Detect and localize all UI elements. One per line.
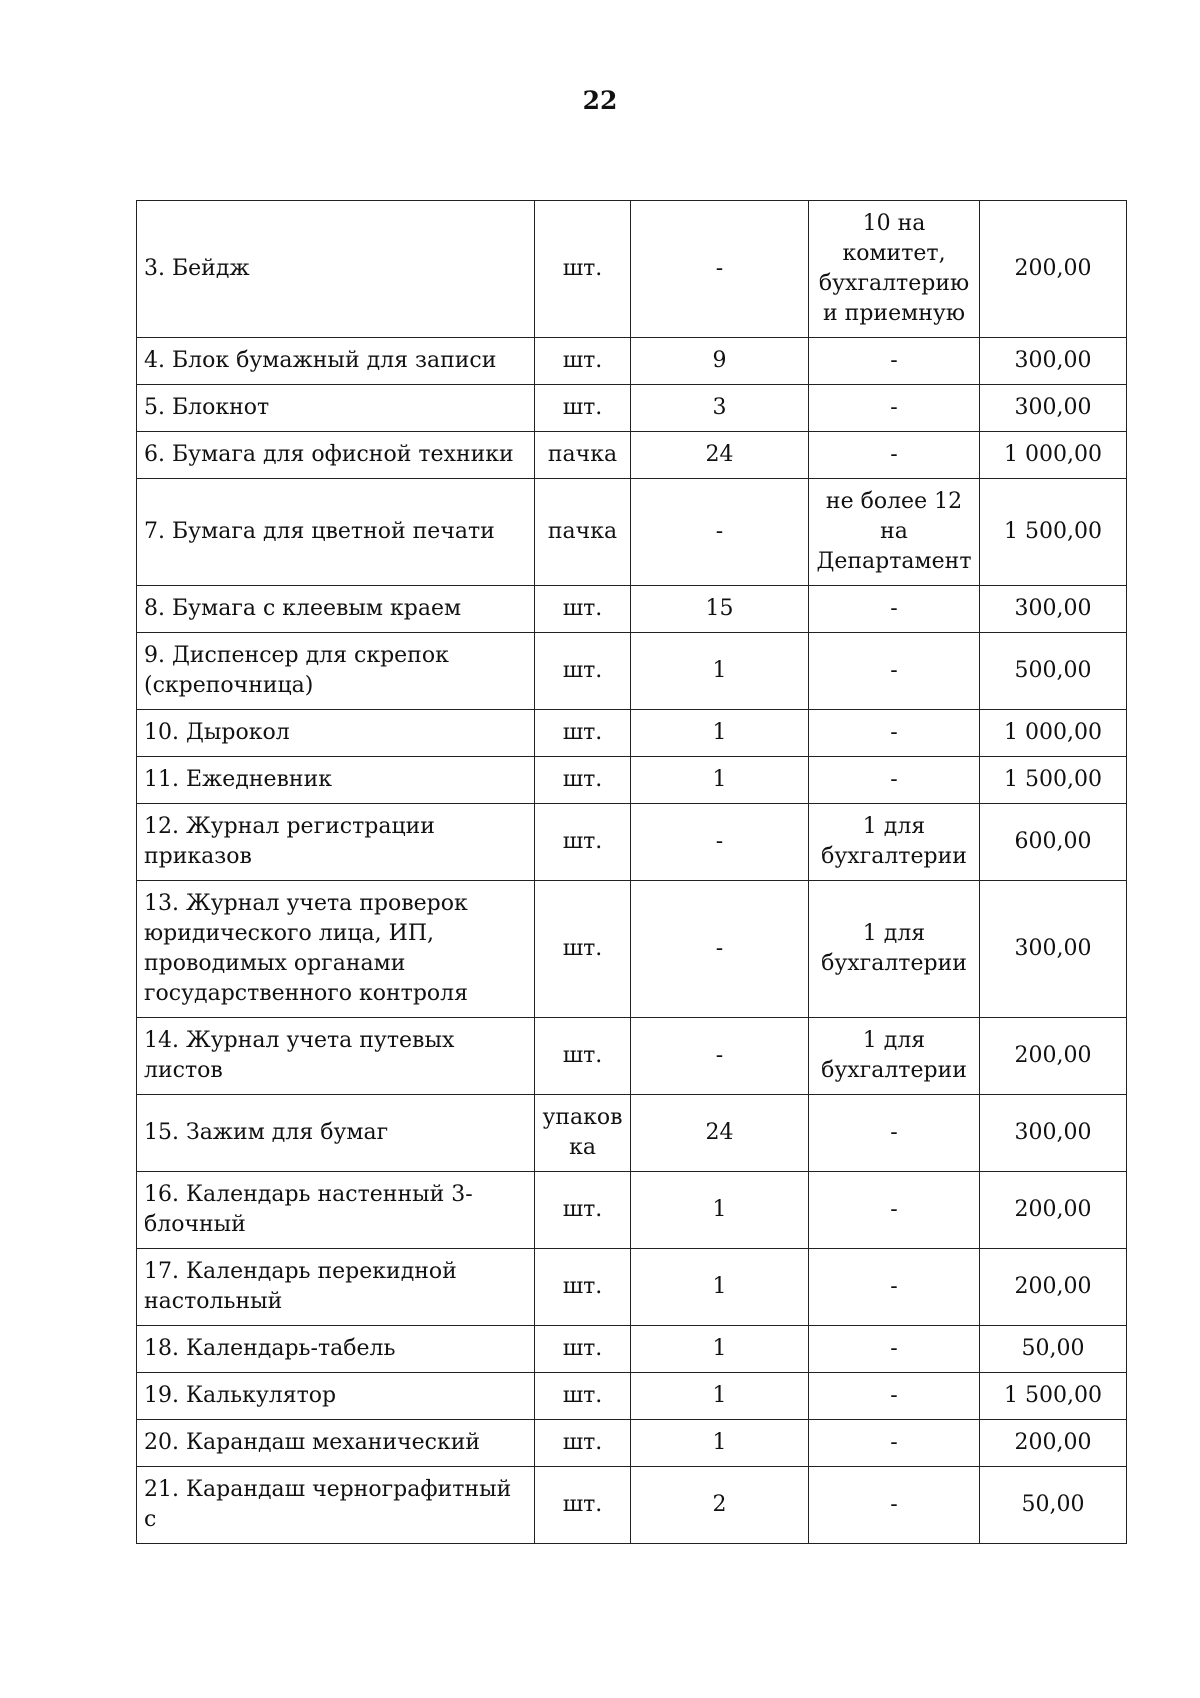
price-cell: 1 500,00	[980, 757, 1127, 804]
item-name-cell: 11. Ежедневник	[137, 757, 535, 804]
item-name-cell: 19. Калькулятор	[137, 1373, 535, 1420]
price-cell: 200,00	[980, 201, 1127, 338]
unit-cell: пачка	[535, 432, 631, 479]
quantity-cell: -	[631, 881, 809, 1018]
unit-cell: шт.	[535, 1373, 631, 1420]
table-row	[137, 432, 1127, 479]
note-cell: -	[809, 432, 980, 479]
quantity-cell: 1	[631, 1420, 809, 1467]
item-name-cell: 5. Блокнот	[137, 385, 535, 432]
item-name-cell: 12. Журнал регистрации приказов	[137, 804, 535, 881]
unit-cell: шт.	[535, 1172, 631, 1249]
table-row	[137, 757, 1127, 804]
price-cell: 200,00	[980, 1018, 1127, 1095]
table-row	[137, 479, 1127, 586]
note-cell: -	[809, 1373, 980, 1420]
table-row	[137, 1249, 1127, 1326]
price-cell: 1 500,00	[980, 479, 1127, 586]
quantity-cell: 1	[631, 1373, 809, 1420]
note-cell: -	[809, 586, 980, 633]
quantity-cell: -	[631, 479, 809, 586]
table-row	[137, 586, 1127, 633]
quantity-cell: 24	[631, 432, 809, 479]
table-row	[137, 1420, 1127, 1467]
item-name-cell: 3. Бейдж	[137, 201, 535, 338]
table-row	[137, 385, 1127, 432]
price-cell: 200,00	[980, 1420, 1127, 1467]
note-cell: не более 12 на Департамент	[809, 479, 980, 586]
unit-cell: шт.	[535, 1467, 631, 1544]
price-cell: 300,00	[980, 1095, 1127, 1172]
price-cell: 1 000,00	[980, 432, 1127, 479]
price-cell: 50,00	[980, 1326, 1127, 1373]
note-cell: 10 на комитет, бухгалтерию и приемную	[809, 201, 980, 338]
unit-cell: шт.	[535, 385, 631, 432]
quantity-cell: 1	[631, 1249, 809, 1326]
quantity-cell: 9	[631, 338, 809, 385]
unit-cell: упаков ка	[535, 1095, 631, 1172]
page-number: 22	[582, 86, 618, 115]
item-name-cell: 10. Дырокол	[137, 710, 535, 757]
table-row	[137, 338, 1127, 385]
note-cell: 1 для бухгалтерии	[809, 881, 980, 1018]
unit-cell: шт.	[535, 757, 631, 804]
note-cell: -	[809, 1249, 980, 1326]
item-name-cell: 20. Карандаш механический	[137, 1420, 535, 1467]
unit-cell: шт.	[535, 633, 631, 710]
note-cell: -	[809, 633, 980, 710]
price-cell: 600,00	[980, 804, 1127, 881]
note-cell: -	[809, 710, 980, 757]
note-cell: -	[809, 1326, 980, 1373]
quantity-cell: 1	[631, 633, 809, 710]
item-name-cell: 6. Бумага для офисной техники	[137, 432, 535, 479]
table-row	[137, 1172, 1127, 1249]
price-cell: 1 500,00	[980, 1373, 1127, 1420]
unit-cell: шт.	[535, 1249, 631, 1326]
price-cell: 300,00	[980, 586, 1127, 633]
price-cell: 200,00	[980, 1249, 1127, 1326]
unit-cell: шт.	[535, 1420, 631, 1467]
table-row	[137, 201, 1127, 338]
unit-cell: пачка	[535, 479, 631, 586]
note-cell: -	[809, 1095, 980, 1172]
note-cell: 1 для бухгалтерии	[809, 1018, 980, 1095]
price-cell: 300,00	[980, 338, 1127, 385]
item-name-cell: 7. Бумага для цветной печати	[137, 479, 535, 586]
price-cell: 300,00	[980, 881, 1127, 1018]
unit-cell: шт.	[535, 586, 631, 633]
table-row	[137, 804, 1127, 881]
note-cell: -	[809, 338, 980, 385]
price-cell: 50,00	[980, 1467, 1127, 1544]
quantity-cell: 1	[631, 1172, 809, 1249]
item-name-cell: 15. Зажим для бумаг	[137, 1095, 535, 1172]
item-name-cell: 14. Журнал учета путевых листов	[137, 1018, 535, 1095]
unit-cell: шт.	[535, 201, 631, 338]
item-name-cell: 21. Карандаш чернографитный с	[137, 1467, 535, 1544]
quantity-cell: 2	[631, 1467, 809, 1544]
unit-cell: шт.	[535, 710, 631, 757]
item-name-cell: 13. Журнал учета проверок юридического лица, ИП, проводимых органами государственного контроля	[137, 881, 535, 1018]
note-cell: 1 для бухгалтерии	[809, 804, 980, 881]
quantity-cell: 1	[631, 757, 809, 804]
unit-cell: шт.	[535, 881, 631, 1018]
note-cell: -	[809, 385, 980, 432]
note-cell: -	[809, 757, 980, 804]
quantity-cell: -	[631, 1018, 809, 1095]
table-row	[137, 1373, 1127, 1420]
unit-cell: шт.	[535, 804, 631, 881]
price-cell: 200,00	[980, 1172, 1127, 1249]
item-name-cell: 17. Календарь перекидной настольный	[137, 1249, 535, 1326]
quantity-cell: -	[631, 201, 809, 338]
quantity-cell: 1	[631, 1326, 809, 1373]
supplies-table	[136, 200, 1127, 1544]
price-cell: 300,00	[980, 385, 1127, 432]
price-cell: 500,00	[980, 633, 1127, 710]
table-row	[137, 1326, 1127, 1373]
price-cell: 1 000,00	[980, 710, 1127, 757]
table-row	[137, 881, 1127, 1018]
table-row	[137, 710, 1127, 757]
unit-cell: шт.	[535, 1018, 631, 1095]
unit-cell: шт.	[535, 1326, 631, 1373]
item-name-cell: 16. Календарь настенный 3-блочный	[137, 1172, 535, 1249]
quantity-cell: -	[631, 804, 809, 881]
item-name-cell: 4. Блок бумажный для записи	[137, 338, 535, 385]
table-row	[137, 1467, 1127, 1544]
item-name-cell: 8. Бумага с клеевым краем	[137, 586, 535, 633]
unit-cell: шт.	[535, 338, 631, 385]
quantity-cell: 24	[631, 1095, 809, 1172]
note-cell: -	[809, 1467, 980, 1544]
item-name-cell: 18. Календарь-табель	[137, 1326, 535, 1373]
table-row	[137, 633, 1127, 710]
quantity-cell: 1	[631, 710, 809, 757]
quantity-cell: 15	[631, 586, 809, 633]
note-cell: -	[809, 1172, 980, 1249]
quantity-cell: 3	[631, 385, 809, 432]
table-row	[137, 1095, 1127, 1172]
note-cell: -	[809, 1420, 980, 1467]
item-name-cell: 9. Диспенсер для скрепок (скрепочница)	[137, 633, 535, 710]
table-row	[137, 1018, 1127, 1095]
